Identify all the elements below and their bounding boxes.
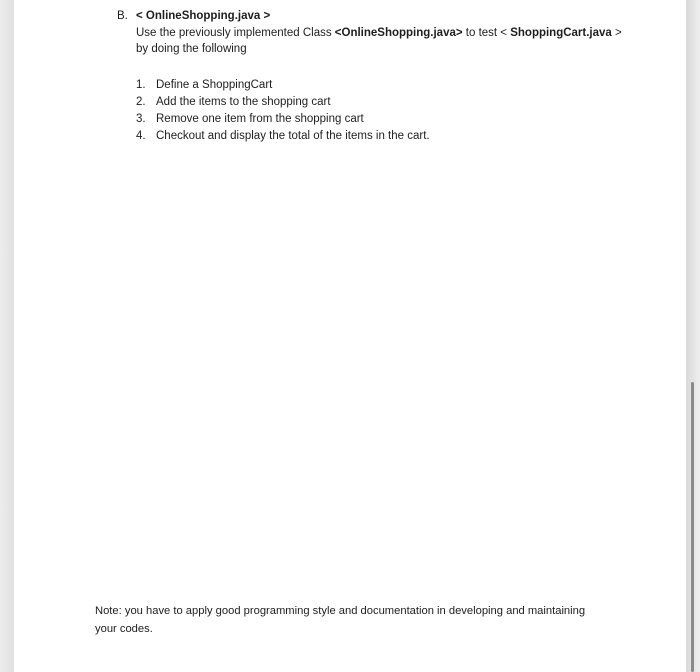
intro-class-shopping-cart: ShoppingCart.java — [510, 27, 612, 39]
intro-class-online-shopping: <OnlineShopping.java> — [334, 27, 463, 39]
page-left-margin — [0, 0, 14, 672]
step-text: Define a ShoppingCart — [156, 79, 273, 91]
intro-text-3: > — [611, 27, 622, 39]
note-line-2: your codes. — [95, 623, 153, 635]
step-text: Checkout and display the total of the items in the cart. — [156, 130, 430, 142]
step-text: Add the items to the shopping cart — [156, 96, 331, 108]
intro-line-1 — [136, 26, 622, 40]
document-page — [14, 0, 686, 672]
step-number: 1. — [136, 79, 146, 91]
intro-text-2: to test < — [462, 27, 511, 39]
step-number: 4. — [136, 130, 146, 142]
step-text: Remove one item from the shopping cart — [156, 113, 364, 125]
scrollbar-thumb[interactable] — [691, 382, 694, 672]
step-number: 2. — [136, 96, 146, 108]
section-heading: < OnlineShopping.java > — [136, 10, 271, 22]
note-line-1: Note: you have to apply good programming style and documentation in developing and maintaining — [95, 605, 586, 617]
step-number: 3. — [136, 113, 146, 125]
intro-text-1: Use the previously implemented Class — [136, 27, 335, 39]
intro-line-2: by doing the following — [136, 43, 247, 55]
section-letter: B. — [117, 10, 128, 22]
